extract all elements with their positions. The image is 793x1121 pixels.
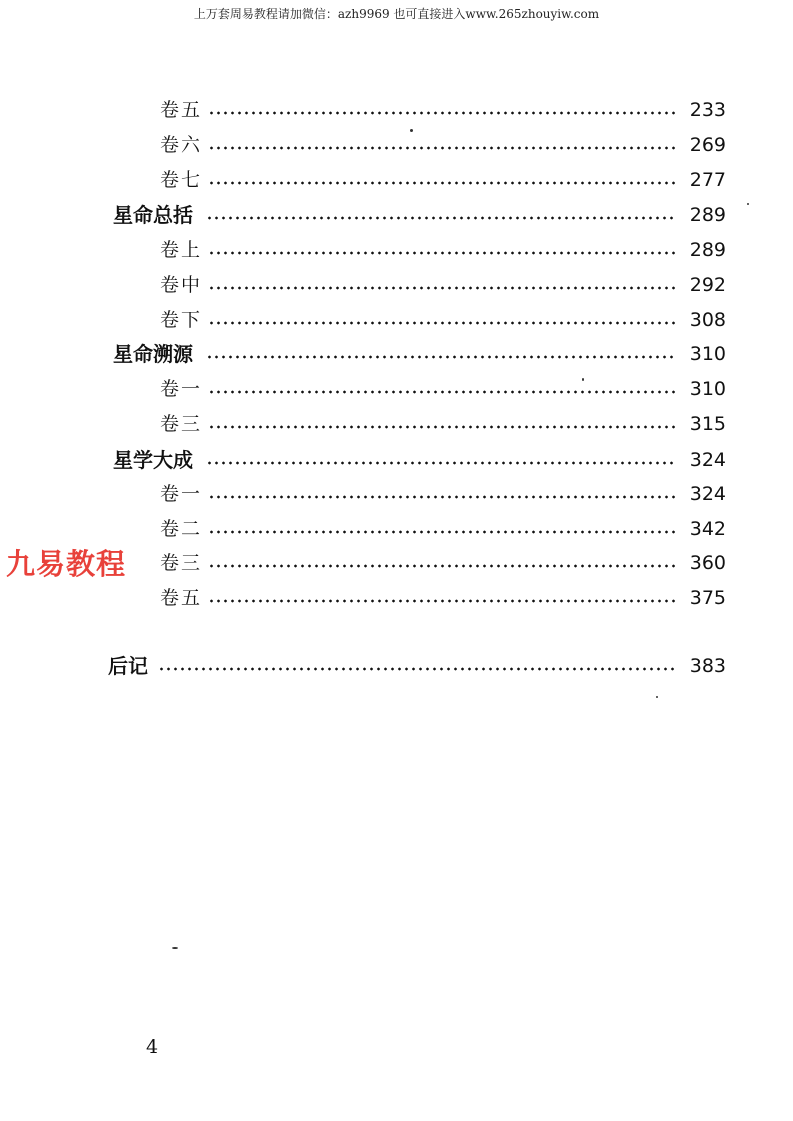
scan-speck [582, 378, 584, 381]
toc-entry-page: 315 [689, 413, 726, 435]
toc-leader-dots [208, 251, 675, 255]
toc-entry-label: 卷六 [160, 134, 203, 156]
toc-entry-page: 324 [689, 449, 726, 471]
toc-entry [0, 130, 793, 160]
toc-entry [0, 270, 793, 300]
toc-entry-label: 卷五 [160, 587, 203, 609]
toc-entry-page: 292 [689, 274, 726, 296]
toc-entry-page: 277 [689, 169, 726, 191]
toc-entry-label: 卷二 [160, 518, 203, 540]
toc-entry [0, 409, 793, 439]
toc-entry-label: 卷下 [160, 309, 203, 331]
toc-entry-label: 卷中 [160, 274, 203, 296]
watermark-text: 九易教程 [6, 547, 127, 581]
toc-entry-label: 星学大成 [113, 448, 193, 472]
toc-entry-page: 310 [689, 378, 726, 400]
toc-entry-label: 卷三 [160, 413, 203, 435]
toc-leader-dots [206, 216, 675, 220]
toc-leader-dots [208, 530, 675, 534]
scan-speck [656, 696, 658, 698]
toc-entry [0, 445, 793, 475]
toc-entry-page: 308 [689, 309, 726, 331]
toc-entry [0, 95, 793, 125]
toc-entry [0, 374, 793, 404]
toc-entry-label: 卷一 [160, 378, 203, 400]
toc-entry-page: 289 [689, 204, 726, 226]
page-number: 4 [146, 1036, 159, 1058]
toc-entry-page: 269 [689, 134, 726, 156]
toc-entry [0, 235, 793, 265]
toc-entry [0, 514, 793, 544]
toc-entry-page: 324 [689, 483, 726, 505]
toc-entry [0, 651, 793, 681]
toc-entry-page: 289 [689, 239, 726, 261]
toc-entry [0, 165, 793, 195]
toc-entry [0, 479, 793, 509]
toc-leader-dots [208, 390, 675, 394]
toc-entry-page: 310 [689, 343, 726, 365]
toc-entry-label: 卷五 [160, 99, 203, 121]
toc-entry-page: 233 [689, 99, 726, 121]
scan-speck [747, 203, 749, 205]
toc-entry-page: 360 [689, 552, 726, 574]
toc-leader-dots [208, 146, 675, 150]
toc-entry-label: 后记 [108, 654, 148, 678]
toc-entry [0, 305, 793, 335]
toc-entry [0, 200, 793, 230]
toc-leader-dots [208, 321, 675, 325]
toc-entry [0, 339, 793, 369]
toc-leader-dots [208, 286, 675, 290]
toc-entry-label: 星命溯源 [113, 342, 193, 366]
toc-leader-dots [206, 461, 675, 465]
toc-leader-dots [208, 599, 675, 603]
toc-entry-label: 卷七 [160, 169, 203, 191]
toc-leader-dots [208, 181, 675, 185]
scan-speck [172, 947, 178, 949]
toc-entry-page: 383 [689, 655, 726, 677]
scan-speck [410, 129, 413, 132]
toc-leader-dots [208, 425, 675, 429]
toc-leader-dots [208, 564, 675, 568]
toc-leader-dots [208, 495, 675, 499]
toc-entry-label: 卷一 [160, 483, 203, 505]
page-header-banner: 上万套周易教程请加微信：azh9969 也可直接进入www.265zhouyiw.com [193, 7, 600, 21]
toc-entry-page: 342 [689, 518, 726, 540]
toc-entry-label: 卷上 [160, 239, 203, 261]
toc-entry-label: 星命总括 [113, 203, 193, 227]
toc-entry-page: 375 [689, 587, 726, 609]
toc-leader-dots [206, 355, 675, 359]
toc-leader-dots [158, 667, 675, 671]
toc-leader-dots [208, 111, 675, 115]
toc-entry [0, 583, 793, 613]
toc-entry-label: 卷三 [160, 552, 203, 574]
